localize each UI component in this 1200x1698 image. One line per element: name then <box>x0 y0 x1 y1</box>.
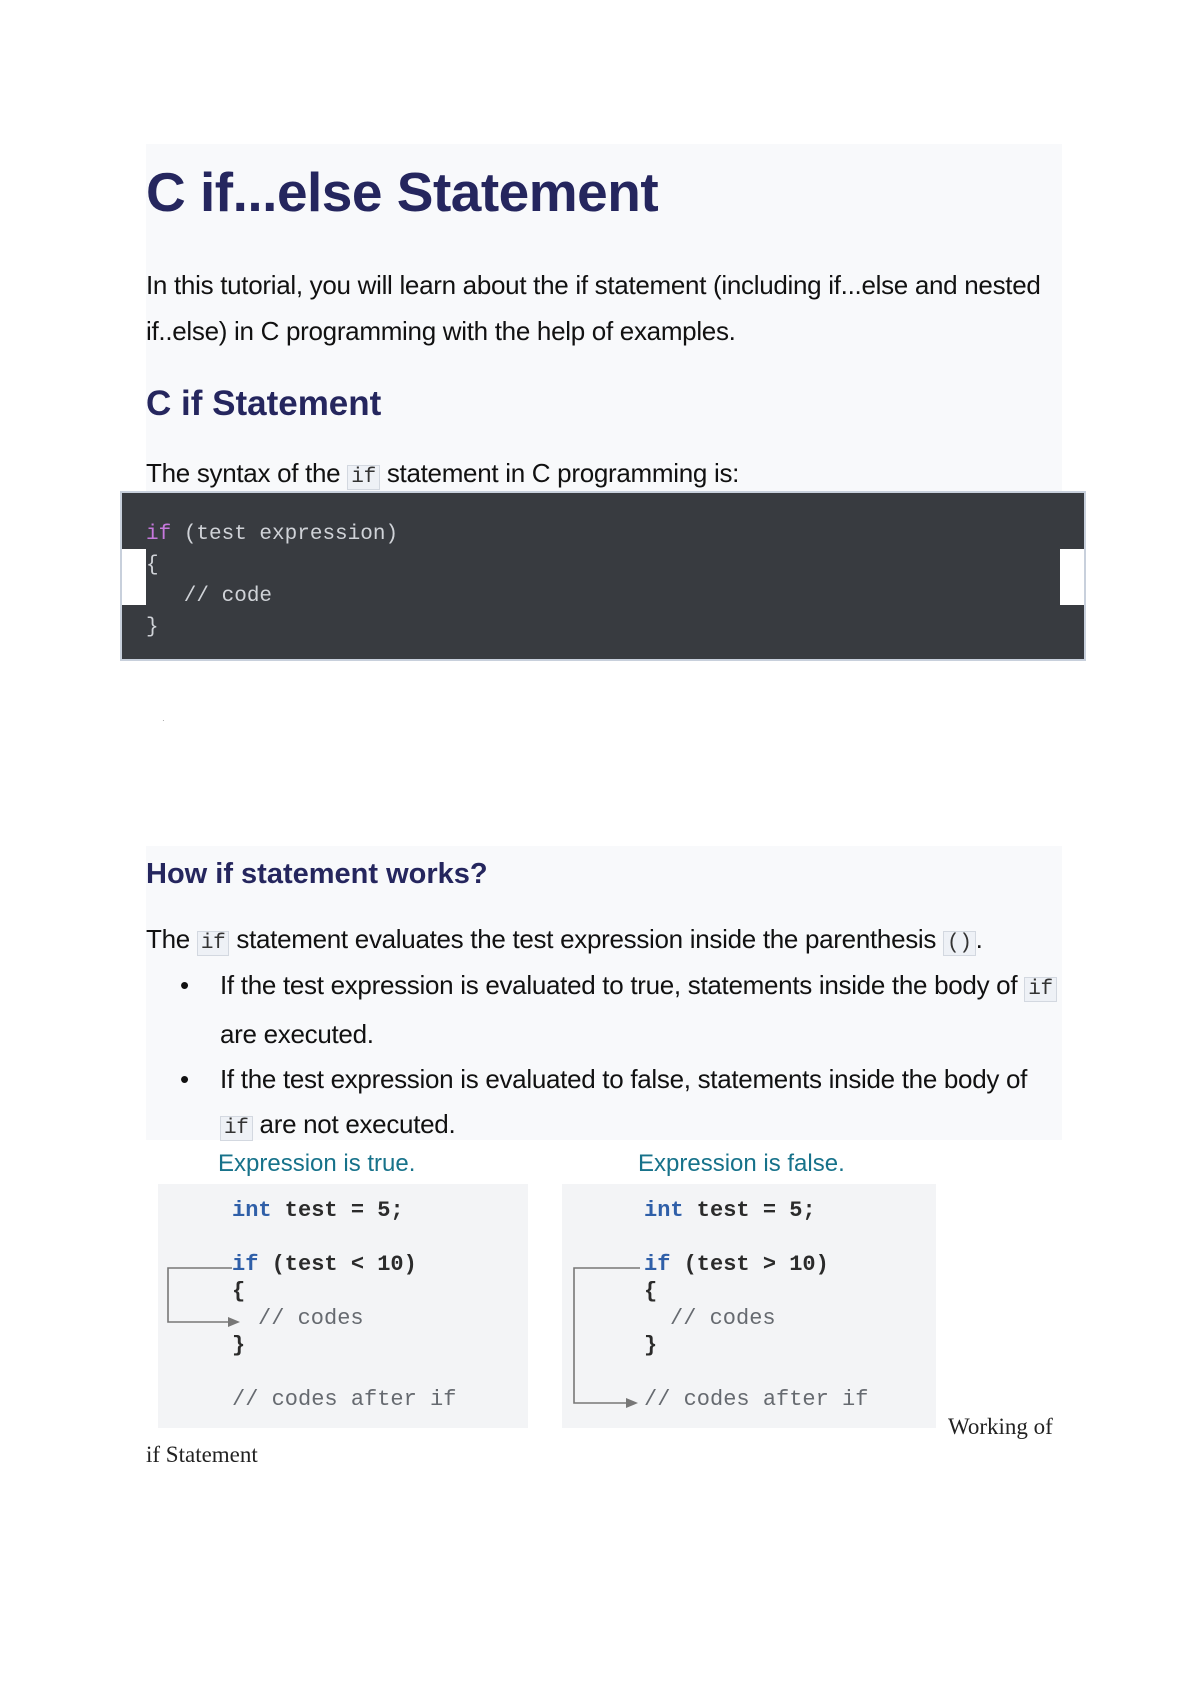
how-text-end: . <box>975 924 983 954</box>
stray-dot: · <box>162 716 165 725</box>
code-line-3: // code <box>146 585 273 608</box>
figure-label-true: Expression is true. <box>218 1150 416 1177</box>
bullet-text-before: If the test expression is evaluated to false, statements inside the body of <box>220 1064 1028 1094</box>
intro-paragraph: In this tutorial, you will learn about the if statement (including if...else and nested if..else) in C programming with the help of examples. <box>146 270 1041 346</box>
code-block <box>120 491 1086 661</box>
inline-code-parens: () <box>943 931 976 956</box>
code-line-3: { <box>232 1279 246 1304</box>
syntax-text-before: The syntax of the <box>146 458 341 488</box>
how-text-after: statement evaluates the test expression inside the parenthesis <box>236 924 937 954</box>
how-text-before: The <box>146 924 190 954</box>
list-item <box>146 1057 1062 1151</box>
code-line-6: // codes after if <box>232 1387 457 1412</box>
code-line-1: (test expression) <box>171 523 399 546</box>
code-keyword-int: int <box>232 1198 272 1223</box>
figure-label-false: Expression is false. <box>638 1150 845 1177</box>
code-keyword-if: if <box>232 1252 259 1277</box>
syntax-sentence <box>146 458 739 489</box>
code-line-5: } <box>232 1333 246 1358</box>
bullet-text-after: are executed. <box>220 1019 374 1049</box>
bullet-icon: • <box>180 970 189 1000</box>
figure-caption-right: Working of <box>948 1414 1053 1439</box>
code-text: (test < 10) <box>258 1252 417 1277</box>
code-block-right-tab <box>1060 549 1084 605</box>
code-keyword-if: if <box>644 1252 671 1277</box>
inline-code-if: if <box>1024 977 1057 1002</box>
code-text: test = 5; <box>683 1198 816 1223</box>
page-title: C if...else Statement <box>146 161 659 223</box>
code-content <box>146 519 398 643</box>
inline-code-if: if <box>197 931 230 956</box>
code-line-2: { <box>146 554 159 577</box>
inline-code-if: if <box>220 1116 253 1141</box>
code-line-2 <box>644 1252 829 1277</box>
code-text: test = 5; <box>271 1198 404 1223</box>
figure-panel-true <box>158 1184 528 1428</box>
code-line-4: } <box>146 616 159 639</box>
figure-caption-left: if Statement <box>146 1442 258 1467</box>
code-keyword-if: if <box>146 523 172 546</box>
bullet-text-after: are not executed. <box>259 1109 456 1139</box>
code-line-3: { <box>644 1279 658 1304</box>
code-line-1 <box>232 1198 404 1223</box>
code-line-2 <box>232 1252 417 1277</box>
code-line-5: } <box>644 1333 658 1358</box>
code-text: (test > 10) <box>670 1252 829 1277</box>
code-line-1 <box>644 1198 816 1223</box>
code-keyword-int: int <box>644 1198 684 1223</box>
how-paragraph <box>146 924 983 955</box>
bullet-text-before: If the test expression is evaluated to true, statements inside the body of <box>220 970 1018 1000</box>
inline-code-if: if <box>347 465 380 490</box>
code-line-4: // codes <box>258 1306 364 1331</box>
section-heading-how: How if statement works? <box>146 858 488 890</box>
how-bullet-list <box>146 963 1062 1151</box>
syntax-text-after: statement in C programming is: <box>386 458 740 488</box>
bullet-icon: • <box>180 1064 189 1094</box>
code-line-4: // codes <box>670 1306 776 1331</box>
section-heading-if: C if Statement <box>146 384 382 423</box>
code-line-6: // codes after if <box>644 1387 869 1412</box>
list-item <box>146 963 1062 1057</box>
code-block-left-tab <box>122 549 146 605</box>
figure-panel-false <box>562 1184 936 1428</box>
